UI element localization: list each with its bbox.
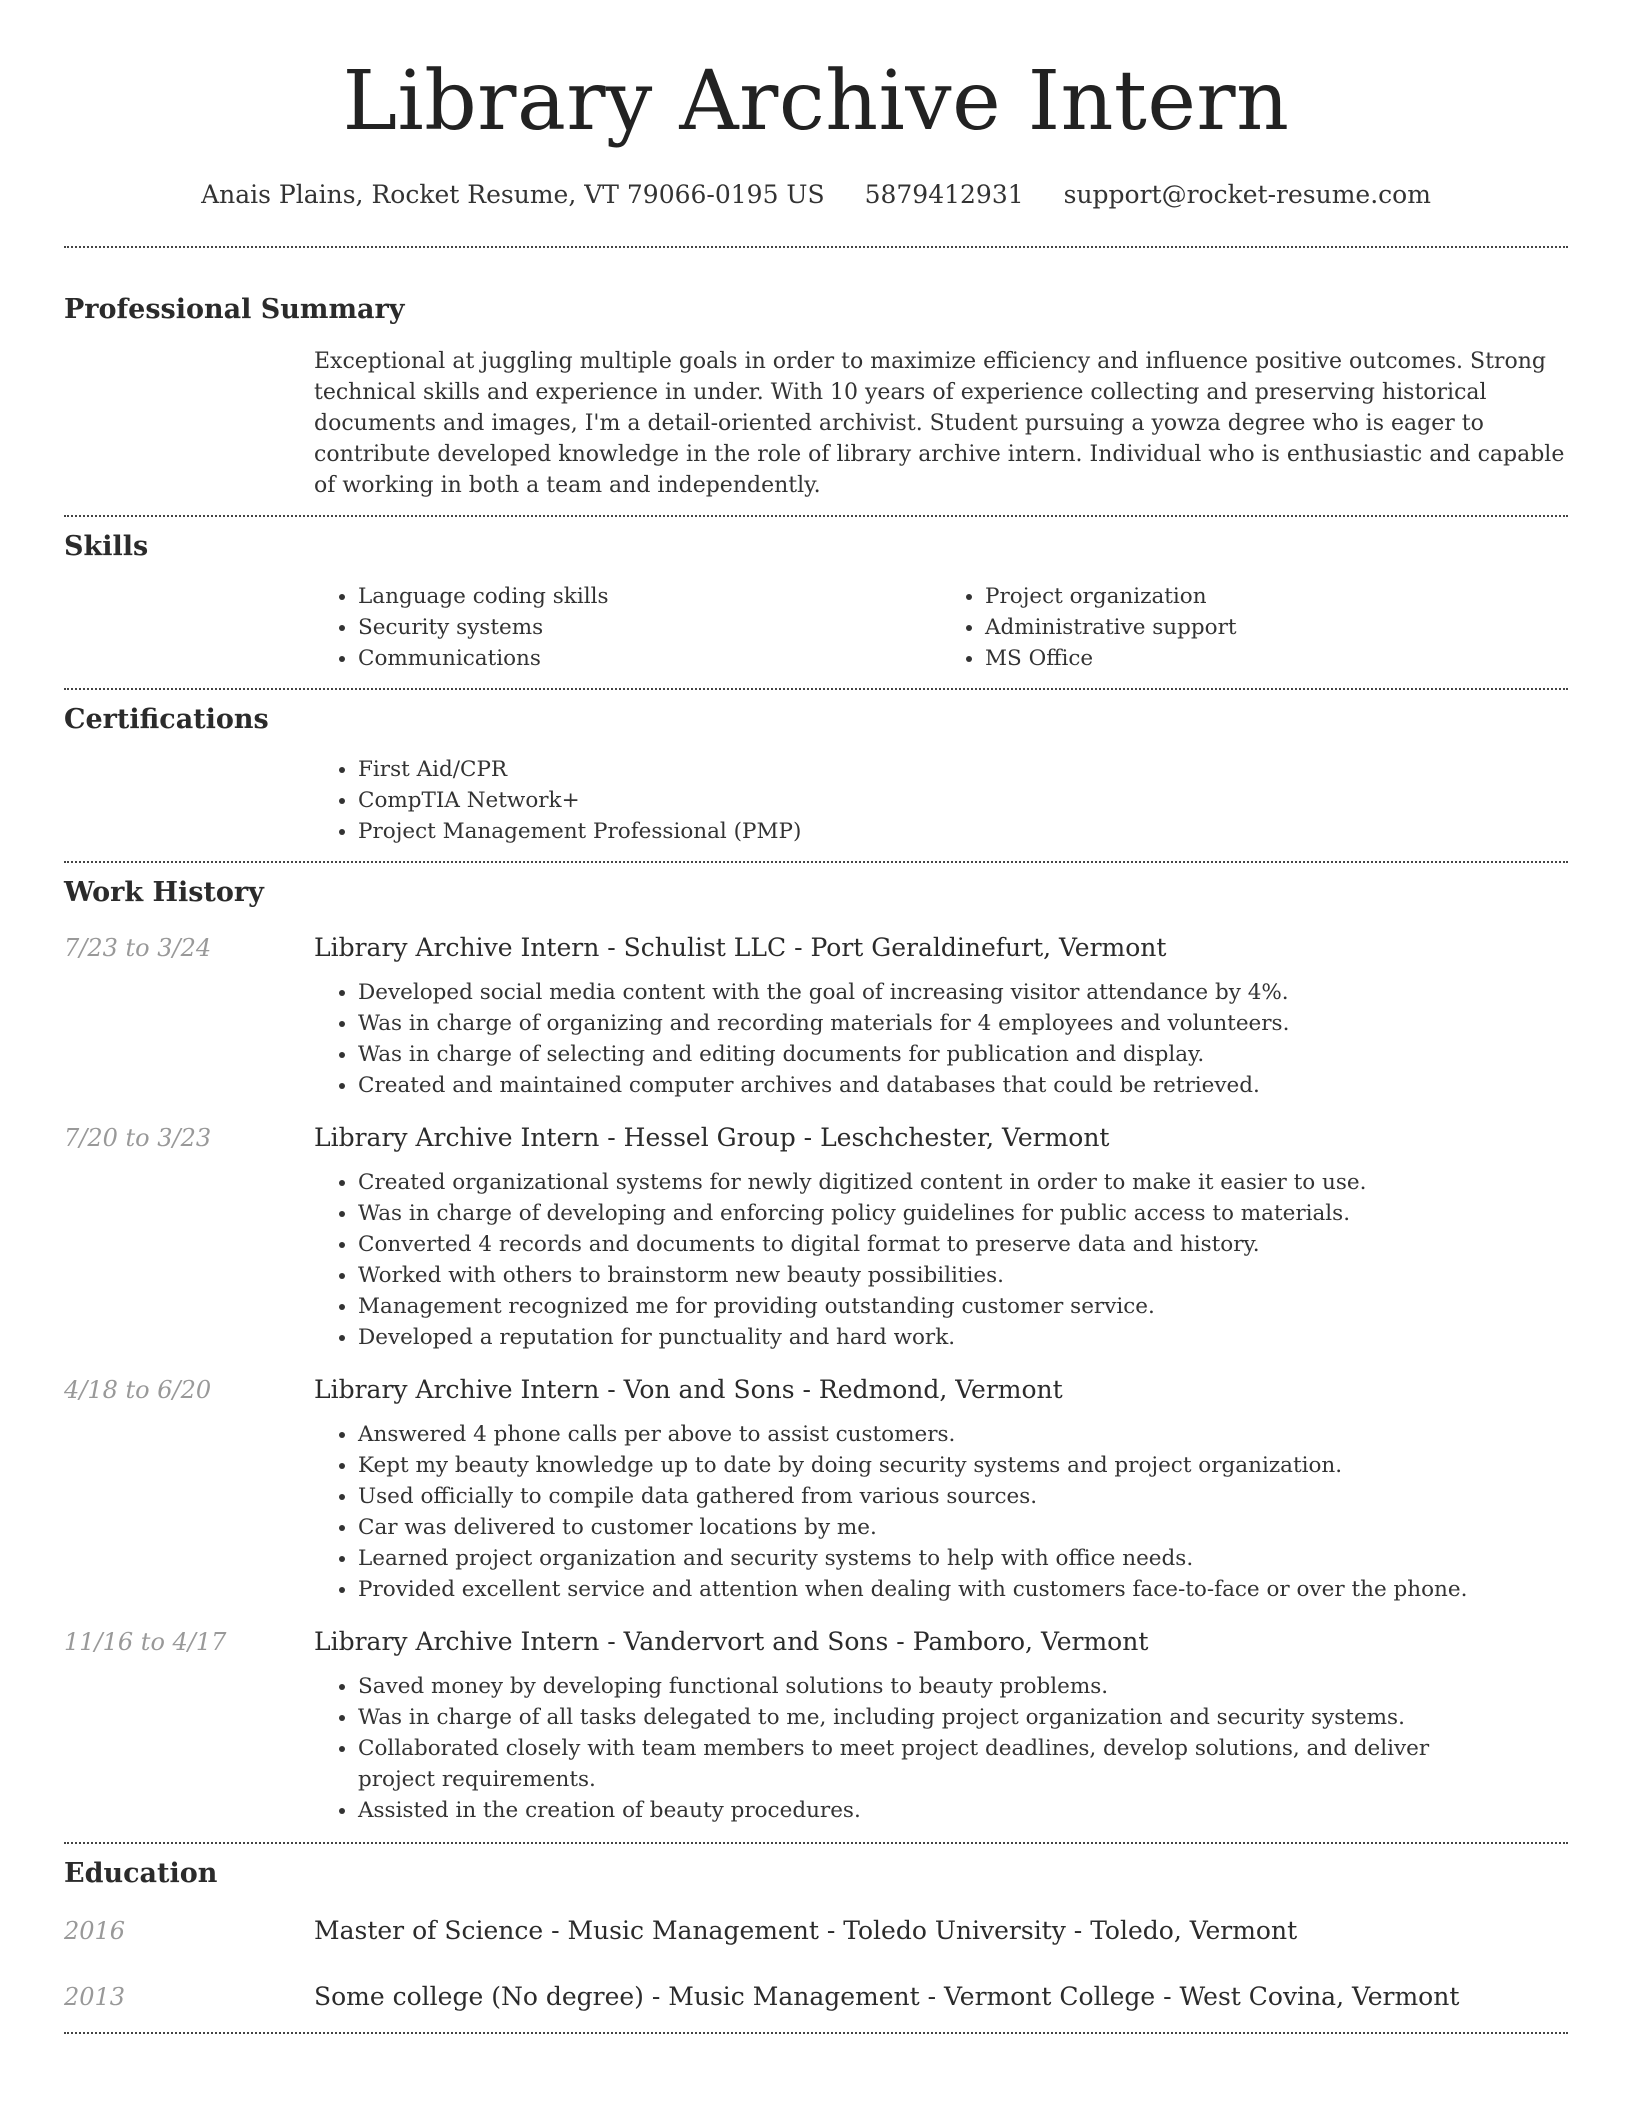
education-section <box>64 1844 1568 2032</box>
job-entry <box>64 1121 1568 1353</box>
job-bullet: • Learned project organization and security systems to help with office needs. <box>358 1543 1468 1574</box>
job-bullet: • Created organizational systems for newly digitized content in order to make it easier to use. <box>358 1167 1468 1198</box>
job-bullet: • Car was delivered to customer locations by me. <box>358 1512 1468 1543</box>
job-entry <box>64 931 1568 1101</box>
job-bullets <box>314 1671 1568 1826</box>
certifications-title: Certifications <box>64 704 269 735</box>
job-bullets <box>314 1167 1568 1353</box>
job-title: Library Archive Intern - Von and Sons - Redmond, Vermont <box>314 1375 1063 1404</box>
skill-item: • Communications <box>358 643 941 674</box>
job-dates: 11/16 to 4/17 <box>64 1628 227 1656</box>
skills-columns <box>314 581 1568 674</box>
contact-address: Anais Plains, Rocket Resume, VT 79066-0195 US <box>201 180 825 209</box>
skills-title: Skills <box>64 531 149 562</box>
education-entry <box>64 1980 1568 2014</box>
work-section <box>64 863 1568 1842</box>
job-header <box>64 1625 1568 1659</box>
job-header <box>64 1373 1568 1407</box>
job-bullet: • Assisted in the creation of beauty procedures. <box>358 1795 1468 1826</box>
job-title: Library Archive Intern - Vandervort and Sons - Pamboro, Vermont <box>314 1627 1149 1656</box>
resume-name: Library Archive Intern <box>342 54 1290 149</box>
certification-item: • Project Management Professional (PMP) <box>358 816 1568 847</box>
job-bullet: • Was in charge of developing and enforcing policy guidelines for public access to materials. <box>358 1198 1468 1229</box>
job-entry <box>64 1625 1568 1826</box>
skill-item: • Language coding skills <box>358 581 941 612</box>
work-entries <box>64 931 1568 1826</box>
skill-item: • Security systems <box>358 612 941 643</box>
job-bullets <box>314 1419 1568 1605</box>
education-entries <box>64 1914 1568 2014</box>
contact-email: support@rocket-resume.com <box>1063 180 1431 209</box>
job-bullet-list <box>314 1419 1568 1605</box>
divider <box>64 2032 1568 2034</box>
job-bullet: • Developed social media content with the goal of increasing visitor attendance by 4%. <box>358 977 1468 1008</box>
job-bullet-list <box>314 1167 1568 1353</box>
job-bullet: • Created and maintained computer archives and databases that could be retrieved. <box>358 1070 1468 1101</box>
skills-section <box>64 517 1568 688</box>
summary-title: Professional Summary <box>64 294 405 325</box>
skill-item: • Administrative support <box>985 612 1568 643</box>
job-title: Library Archive Intern - Hessel Group - Leschchester, Vermont <box>314 1123 1110 1152</box>
job-bullet: • Was in charge of all tasks delegated to me, including project organization and security systems. <box>358 1702 1468 1733</box>
education-year: 2016 <box>64 1917 126 1945</box>
skills-list-left <box>314 581 941 674</box>
job-bullet: • Kept my beauty knowledge up to date by doing security systems and project organization. <box>358 1450 1468 1481</box>
job-bullet: • Worked with others to brainstorm new beauty possibilities. <box>358 1260 1468 1291</box>
job-bullet: • Used officially to compile data gathered from various sources. <box>358 1481 1468 1512</box>
job-bullet: • Saved money by developing functional solutions to beauty problems. <box>358 1671 1468 1702</box>
job-bullet-list <box>314 1671 1568 1826</box>
education-detail: Master of Science - Music Management - Toledo University - Toledo, Vermont <box>314 1916 1298 1945</box>
job-bullet: • Answered 4 phone calls per above to assist customers. <box>358 1419 1468 1450</box>
job-bullets <box>314 977 1568 1101</box>
job-bullet-list <box>314 977 1568 1101</box>
certifications-section <box>64 690 1568 861</box>
summary-section <box>64 248 1568 515</box>
work-title: Work History <box>64 877 264 908</box>
education-title: Education <box>64 1858 218 1889</box>
job-entry <box>64 1373 1568 1605</box>
job-bullet: • Management recognized me for providing outstanding customer service. <box>358 1291 1468 1322</box>
certifications-list <box>314 754 1568 847</box>
job-bullet: • Was in charge of selecting and editing documents for publication and display. <box>358 1039 1468 1070</box>
job-title: Library Archive Intern - Schulist LLC - Port Geraldinefurt, Vermont <box>314 933 1167 962</box>
contact-phone: 5879412931 <box>864 180 1024 209</box>
skill-item: • Project organization <box>985 581 1568 612</box>
job-bullet: • Developed a reputation for punctuality and hard work. <box>358 1322 1468 1353</box>
job-header <box>64 1121 1568 1155</box>
skill-item: • MS Office <box>985 643 1568 674</box>
job-dates: 4/18 to 6/20 <box>64 1376 212 1404</box>
job-header <box>64 931 1568 965</box>
job-bullet: • Provided excellent service and attention when dealing with customers face-to-face or over the phone. <box>358 1574 1468 1605</box>
certification-item: • CompTIA Network+ <box>358 785 1568 816</box>
education-detail: Some college (No degree) - Music Management - Vermont College - West Covina, Vermont <box>314 1982 1460 2011</box>
summary-text: Exceptional at juggling multiple goals in order to maximize efficiency and influence positive outcomes. Strong technical skills and experience in under. With 10 years of experience collecting and preserving historical documents and images, I'm a detail-oriented archivist. Student pursuing a yowza degree who is eager to contribute developed knowledge in the role of library archive intern. Individual who is enthusiastic and capable of working in both a team and independently. <box>314 349 1565 498</box>
certifications-body <box>314 754 1568 847</box>
job-dates: 7/20 to 3/23 <box>64 1124 212 1152</box>
skills-list-right <box>941 581 1568 674</box>
education-entry <box>64 1914 1568 1948</box>
job-bullet: • Collaborated closely with team members to meet project deadlines, develop solutions, and deliver project requirements. <box>358 1733 1468 1795</box>
job-dates: 7/23 to 3/24 <box>64 934 212 962</box>
job-bullet: • Converted 4 records and documents to digital format to preserve data and history. <box>358 1229 1468 1260</box>
certification-item: • First Aid/CPR <box>358 754 1568 785</box>
job-bullet: • Was in charge of organizing and recording materials for 4 employees and volunteers. <box>358 1008 1468 1039</box>
contact-line <box>64 178 1568 212</box>
education-year: 2013 <box>64 1983 126 2011</box>
